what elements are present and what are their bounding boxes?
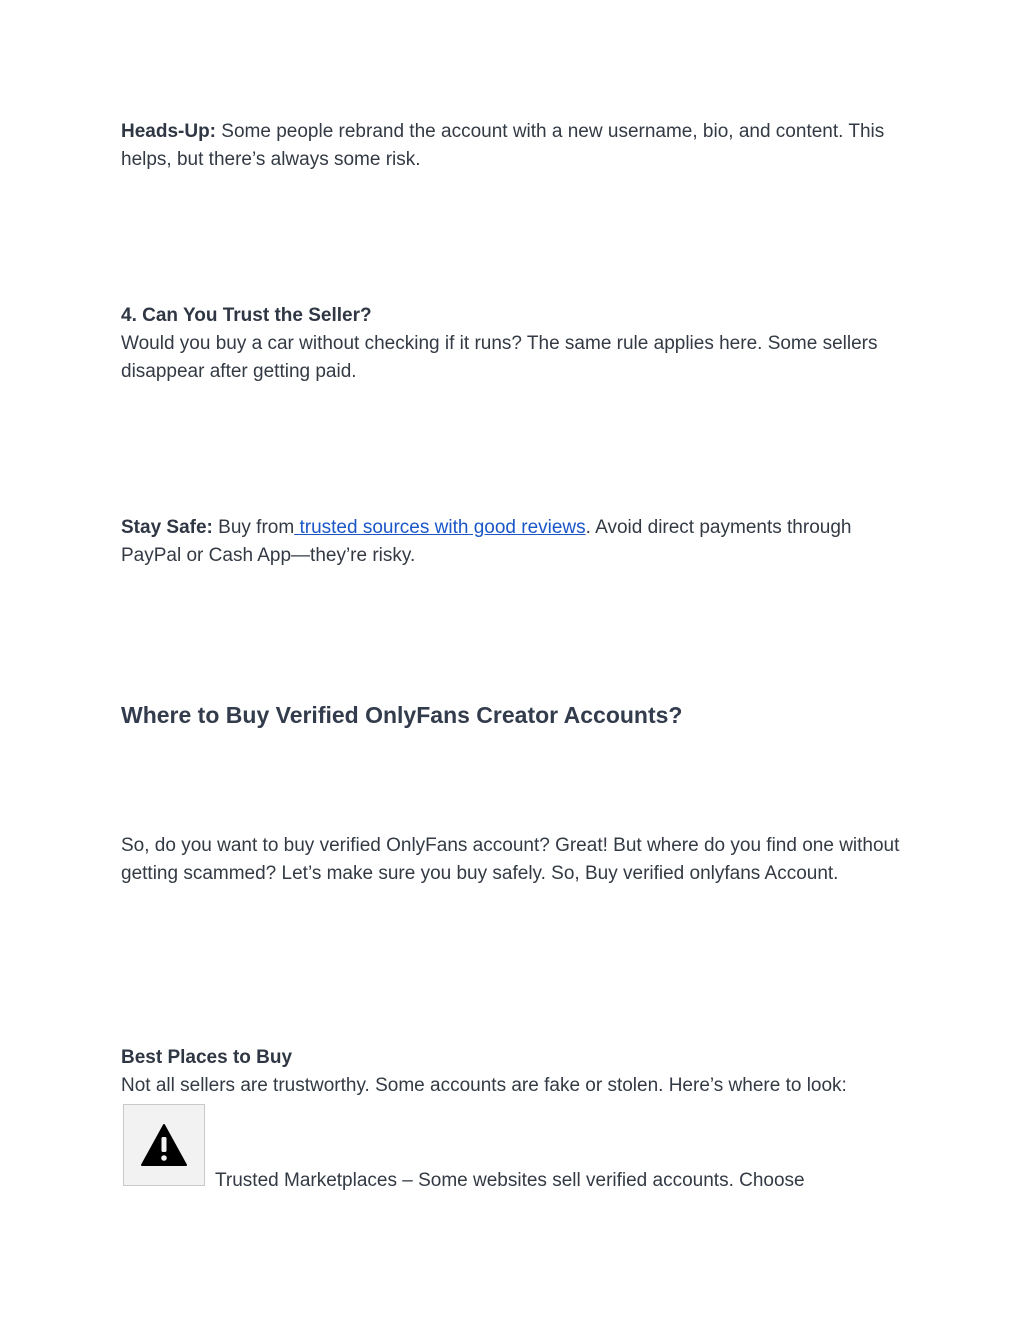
warning-image-placeholder [123, 1104, 205, 1186]
trust-seller-heading: 4. Can You Trust the Seller? [121, 305, 372, 326]
stay-safe-paragraph [121, 514, 901, 570]
trusted-marketplaces-text: Trusted Marketplaces – Some websites sell verified accounts. Choose [215, 1170, 805, 1191]
heads-up-paragraph [121, 118, 901, 174]
best-places-heading: Best Places to Buy [121, 1047, 293, 1068]
heads-up-text: Some people rebrand the account with a new username, bio, and content. This helps, but there’s always some risk. [121, 121, 885, 170]
trust-seller-text: Would you buy a car without checking if it runs? The same rule applies here. Some sellers disappear after getting paid. [121, 333, 878, 382]
stay-safe-text-before: Buy from [212, 517, 295, 538]
best-places-section [121, 1044, 901, 1100]
where-to-buy-heading: Where to Buy Verified OnlyFans Creator Accounts? [121, 702, 683, 728]
heads-up-label: Heads-Up: [121, 121, 217, 142]
best-places-text: Not all sellers are trustworthy. Some accounts are fake or stolen. Here’s where to look: [121, 1075, 847, 1096]
warning-icon [140, 1123, 188, 1167]
trust-seller-section [121, 302, 901, 386]
intro-paragraph: So, do you want to buy verified OnlyFans account? Great! But where do you find one without getting scammed? Let’s make sure you buy safely. So, Buy verified onlyfans Account. [121, 835, 900, 884]
stay-safe-label: Stay Safe: [121, 517, 213, 538]
stay-safe-text-after: . Avoid direct payments through PayPal or Cash App—they’re risky. [121, 517, 852, 566]
trusted-sources-link[interactable]: trusted sources with good reviews [294, 517, 586, 538]
